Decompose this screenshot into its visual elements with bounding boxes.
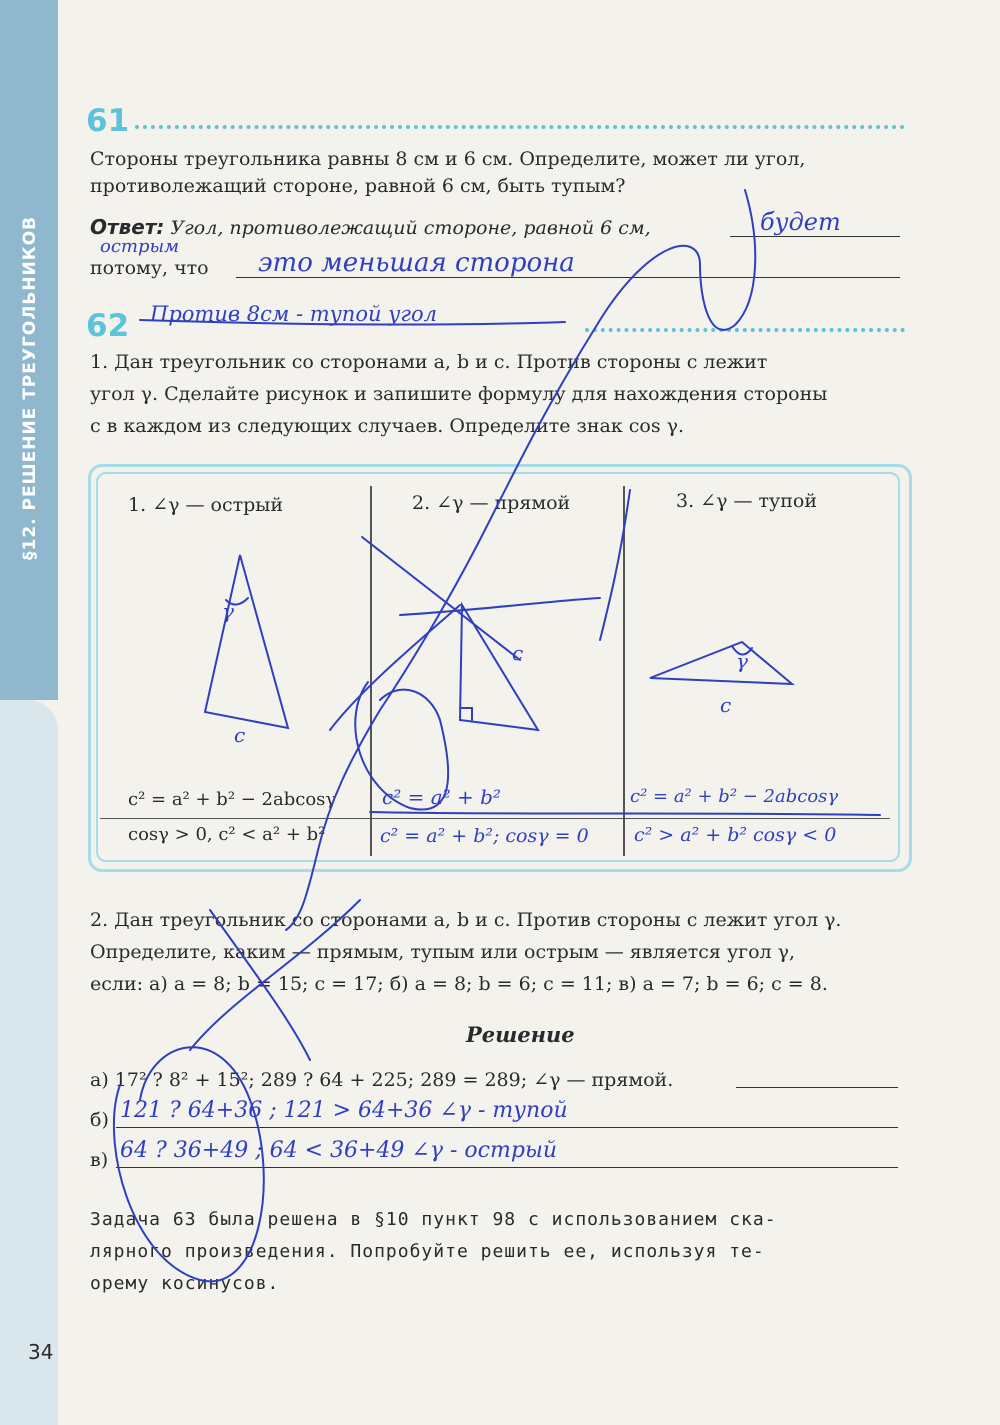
section-title: §12. РЕШЕНИЕ ТРЕУГОЛЬНИКОВ — [20, 215, 40, 560]
handwritten-row2-col2: c² = a² + b²; cosγ = 0 — [380, 825, 589, 847]
handwritten-row1-col3: c² = a² + b² − 2abcosγ — [630, 786, 839, 807]
col-header-obtuse: 3. ∠γ — тупой — [676, 490, 817, 512]
solution-b-label: б) — [90, 1109, 109, 1131]
col-header-acute: 1. ∠γ — острый — [128, 494, 284, 516]
part1-line1: 1. Дан треугольник со сторонами a, b и c. Против стороны c лежит — [90, 351, 768, 373]
formula-row1-col1: c² = a² + b² − 2abcosγ — [128, 789, 337, 810]
obtuse-triangle-drawing — [650, 642, 792, 684]
task61-question-line2: противолежащий стороне, равной 6 см, быть тупым? — [90, 175, 626, 197]
right-angle-mark — [460, 708, 472, 720]
handwritten-acute: острым — [100, 236, 180, 257]
slash-stroke-1 — [362, 537, 520, 660]
solution-heading: Решение — [466, 1022, 575, 1047]
slash-stroke-2 — [330, 605, 460, 730]
label-c-right: c — [512, 641, 524, 665]
answer-text: Угол, противолежащий стороне, равной 6 см, — [170, 217, 651, 239]
solution-a: а) 17² ? 8² + 15²; 289 ? 64 + 225; 289 = 289; ∠γ — прямой. — [90, 1069, 674, 1091]
slash-stroke-3 — [400, 598, 600, 615]
col-header-right: 2. ∠γ — прямой — [412, 492, 571, 514]
footer-note-line3: орему косинусов. — [90, 1273, 280, 1294]
label-gamma-acute: γ — [222, 599, 234, 623]
handwritten-row1-col2: c² = a² + b² — [382, 785, 501, 809]
long-curve-left — [190, 900, 360, 1050]
label-gamma-obtuse: γ — [736, 649, 748, 673]
solution-v-label: в) — [90, 1149, 109, 1171]
curve-stroke-4 — [600, 490, 630, 640]
part2-line2: Определите, каким — прямым, тупым или острым — является угол γ, — [90, 941, 796, 963]
task-number-61: 61 — [86, 103, 130, 139]
part1-line3: c в каждом из следующих случаев. Определите знак cos γ. — [90, 415, 685, 437]
handwritten-row2-col3: c² > a² + b² cosγ < 0 — [634, 824, 837, 846]
answer-label: Ответ: — [90, 215, 165, 239]
handwritten-solution-b: 121 ? 64+36 ; 121 > 64+36 ∠γ - тупой — [120, 1098, 568, 1123]
handwritten-will-be: будет — [760, 208, 841, 236]
handwritten-solution-v: 64 ? 36+49 ; 64 < 36+49 ∠γ - острый — [120, 1138, 558, 1163]
formula-row2-col1: cosγ > 0, c² < a² + b² — [128, 824, 326, 845]
because-label: потому, что — [90, 257, 209, 279]
footer-note-line2: лярного произведения. Попробуйте решить ее, используя те- — [90, 1241, 765, 1262]
big-left-loop — [114, 1047, 264, 1281]
acute-triangle-drawing — [205, 555, 288, 728]
part2-line1: 2. Дан треугольник со сторонами a, b и c. Против стороны c лежит угол γ. — [90, 909, 842, 931]
page-number: 34 — [28, 1340, 54, 1364]
task61-question-line1: Стороны треугольника равны 8 см и 6 см. Определите, может ли угол, — [90, 148, 806, 170]
label-c-acute: c — [234, 723, 246, 747]
table-hw-line — [370, 812, 880, 815]
task-number-62: 62 — [86, 308, 130, 344]
big-check-stroke — [286, 190, 755, 930]
handwritten-note: Против 8см - тупой угол — [150, 302, 437, 326]
footer-note-line1: Задача 63 была решена в §10 пункт 98 с использованием ска- — [90, 1209, 777, 1230]
part1-line2: угол γ. Сделайте рисунок и запишите формулу для нахождения стороны — [90, 383, 828, 405]
handwritten-reason: это меньшая сторона — [258, 248, 575, 278]
label-c-obtuse: c — [720, 693, 732, 717]
underline-62 — [140, 320, 565, 324]
big-check-loop — [355, 682, 448, 810]
part2-line3: если: а) a = 8; b = 15; c = 17; б) a = 8; b = 6; c = 11; в) a = 7; b = 6; c = 8. — [90, 973, 828, 995]
